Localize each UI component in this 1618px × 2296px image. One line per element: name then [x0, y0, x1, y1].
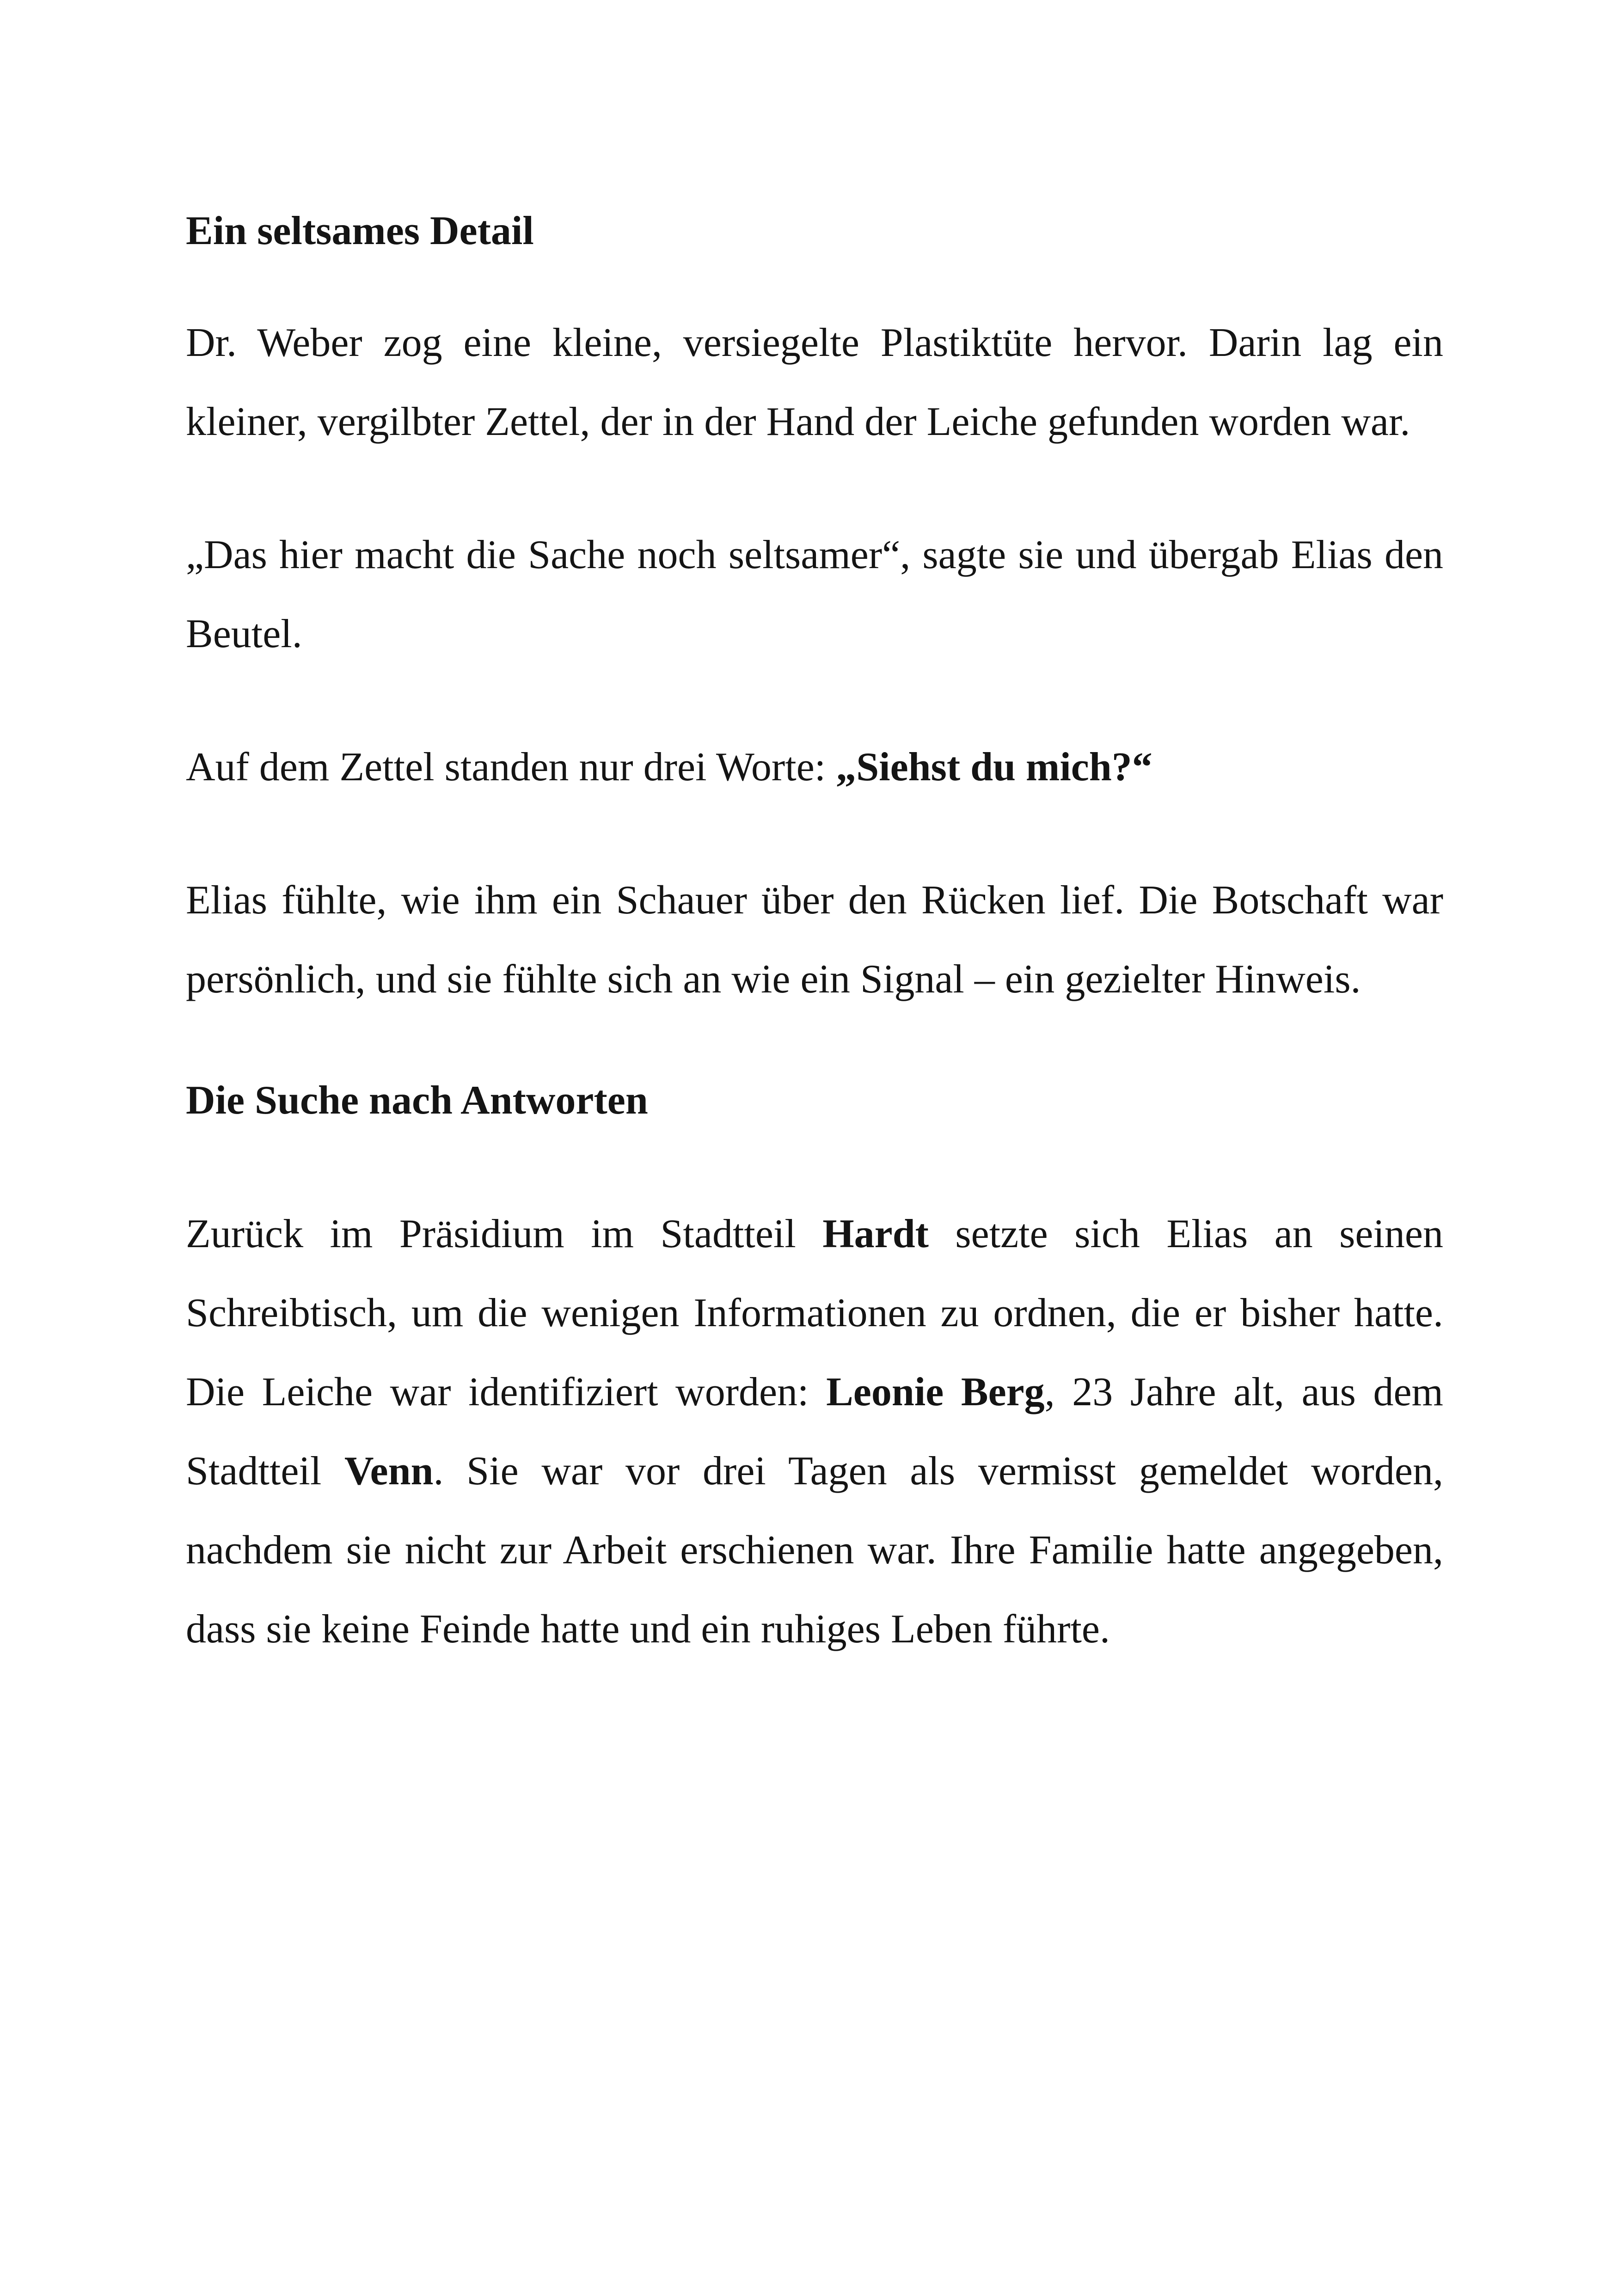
paragraph-plastic-bag: Dr. Weber zog eine kleine, versiegelte Plastiktüte hervor. Darin lag ein kleiner, vergilbter Zettel, der in der Hand der Leiche gefunden worden war. — [186, 320, 1443, 444]
district-name-hardt: Hardt — [822, 1212, 929, 1256]
victim-name: Leonie Berg — [826, 1370, 1045, 1414]
district-name-venn: Venn — [344, 1449, 434, 1494]
section-heading-search: Die Suche nach Antworten — [186, 1078, 648, 1123]
text-run: , 23 Jahre alt, aus dem Stadtteil — [186, 1370, 1444, 1494]
text-run: . Sie war vor drei Tagen als vermisst gemeldet worden, nachdem sie nicht zur Arbeit erschienen war. Ihre Familie hatte angegeben, dass sie keine Feinde hatte und ein ruhiges Leben führte. — [186, 1449, 1443, 1652]
paragraph-identification — [186, 1194, 1443, 1669]
section-heading-detail: Ein seltsames Detail — [186, 208, 534, 253]
paragraph-dialogue: „Das hier macht die Sache noch seltsamer“, sagte sie und übergab Elias den Beutel. — [186, 533, 1443, 656]
paragraph-shiver: Elias fühlte, wie ihm ein Schauer über den Rücken lief. Die Botschaft war persönlich, und sie fühlte sich an wie ein Signal – ein gezielter Hinweis. — [186, 878, 1443, 1002]
paragraph-note-words — [186, 728, 1443, 807]
document-body — [186, 203, 1443, 1669]
note-message-text: „Siehst du mich?“ — [836, 745, 1152, 790]
text-run: Zurück im Präsidium im Stadtteil — [186, 1212, 823, 1256]
note-intro-text: Auf dem Zettel standen nur drei Worte: — [186, 745, 836, 790]
text-run: setzte sich Elias an seinen Schreibtisch, um die wenigen Informationen zu ordnen, die er bisher hatte. Die Leiche war identifiziert worden: — [186, 1212, 1443, 1414]
